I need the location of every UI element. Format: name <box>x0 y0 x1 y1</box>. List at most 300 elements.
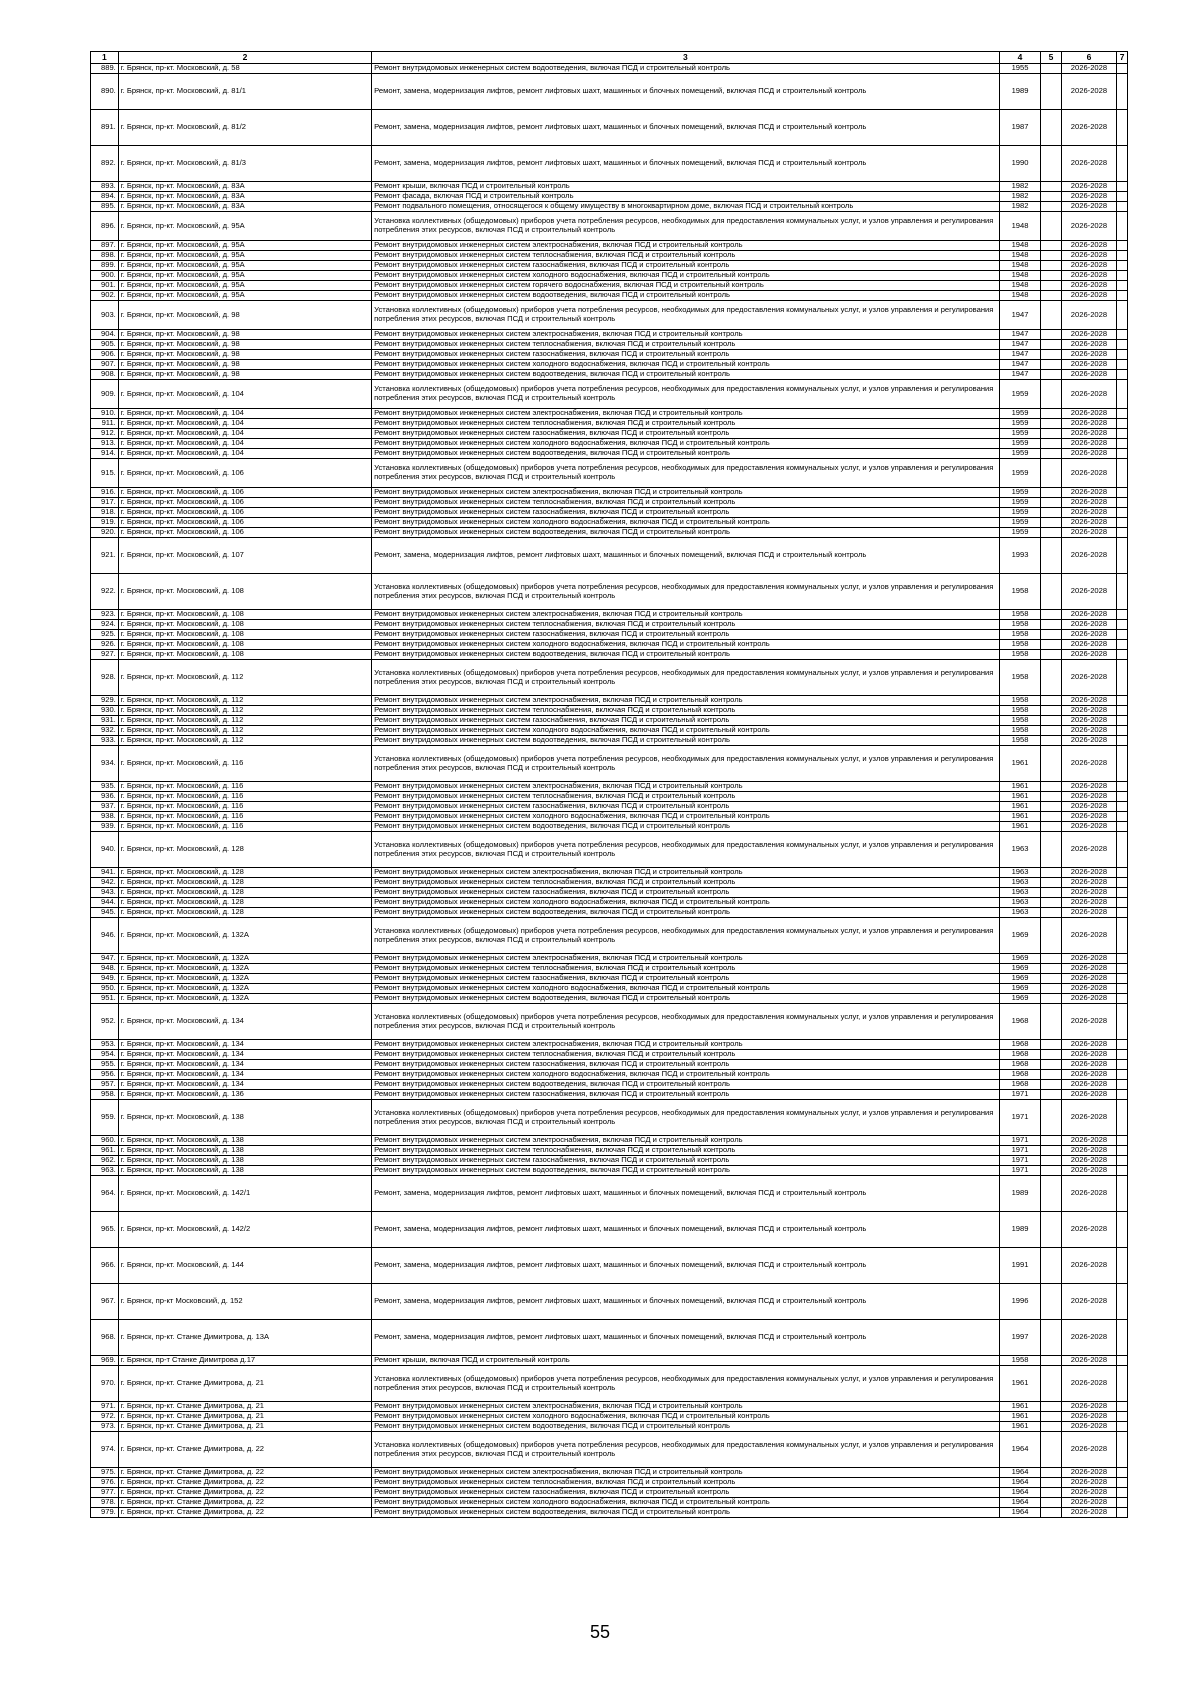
work-type: Ремонт внутридомовых инженерных систем теплоснабжения, включая ПСД и строительный контроль <box>372 706 1000 716</box>
address: г. Брянск, пр-кт. Московский, д. 138 <box>118 1136 371 1146</box>
cell-extra <box>1117 459 1128 488</box>
table-row <box>91 271 1128 281</box>
address: г. Брянск, пр-кт. Московский, д. 95А <box>118 261 371 271</box>
cell-empty <box>1041 271 1061 281</box>
row-number: 940. <box>91 832 119 868</box>
commissioning-year: 1969 <box>999 994 1041 1004</box>
cell-empty <box>1041 1100 1061 1136</box>
table-row <box>91 832 1128 868</box>
work-type: Ремонт внутридомовых инженерных систем газоснабжения, включая ПСД и строительный контроль <box>372 350 1000 360</box>
commissioning-year: 1958 <box>999 716 1041 726</box>
row-number: 908. <box>91 370 119 380</box>
planned-period: 2026-2028 <box>1061 1422 1117 1432</box>
table-row <box>91 716 1128 726</box>
cell-empty <box>1041 459 1061 488</box>
cell-extra <box>1117 1366 1128 1402</box>
work-type: Ремонт внутридомовых инженерных систем горячего водоснабжения, включая ПСД и строительный контроль <box>372 281 1000 291</box>
commissioning-year: 1996 <box>999 1284 1041 1320</box>
cell-empty <box>1041 696 1061 706</box>
planned-period: 2026-2028 <box>1061 1080 1117 1090</box>
cell-extra <box>1117 1166 1128 1176</box>
planned-period: 2026-2028 <box>1061 74 1117 110</box>
planned-period: 2026-2028 <box>1061 974 1117 984</box>
header-col-4: 4 <box>999 52 1041 64</box>
row-number: 974. <box>91 1432 119 1468</box>
commissioning-year: 1958 <box>999 726 1041 736</box>
work-type: Ремонт внутридомовых инженерных систем газоснабжения, включая ПСД и строительный контроль <box>372 630 1000 640</box>
cell-empty <box>1041 360 1061 370</box>
address: г. Брянск, пр-кт. Московский, д. 81/3 <box>118 146 371 182</box>
row-number: 961. <box>91 1146 119 1156</box>
row-number: 945. <box>91 908 119 918</box>
work-type: Ремонт внутридомовых инженерных систем водоотведения, включая ПСД и строительный контроль <box>372 994 1000 1004</box>
cell-empty <box>1041 409 1061 419</box>
row-number: 929. <box>91 696 119 706</box>
cell-extra <box>1117 508 1128 518</box>
table-row <box>91 954 1128 964</box>
cell-empty <box>1041 1468 1061 1478</box>
commissioning-year: 1959 <box>999 439 1041 449</box>
work-type: Ремонт внутридомовых инженерных систем электроснабжения, включая ПСД и строительный контроль <box>372 610 1000 620</box>
commissioning-year: 1989 <box>999 1212 1041 1248</box>
planned-period: 2026-2028 <box>1061 538 1117 574</box>
table-row <box>91 330 1128 340</box>
row-number: 956. <box>91 1070 119 1080</box>
work-type: Установка коллективных (общедомовых) приборов учета потребления ресурсов, необходимых для предоставления коммунальных услуг, и узлов управления и регулирования потребления этих ресурсов, включая ПСД и строительный контроль <box>372 1366 1000 1402</box>
planned-period: 2026-2028 <box>1061 192 1117 202</box>
table-row <box>91 251 1128 261</box>
commissioning-year: 1982 <box>999 182 1041 192</box>
work-type: Ремонт внутридомовых инженерных систем газоснабжения, включая ПСД и строительный контроль <box>372 888 1000 898</box>
row-number: 900. <box>91 271 119 281</box>
address: г. Брянск, пр-кт. Московский, д. 106 <box>118 459 371 488</box>
table-row <box>91 908 1128 918</box>
address: г. Брянск, пр-кт. Московский, д. 81/2 <box>118 110 371 146</box>
address: г. Брянск, пр-кт. Московский, д. 104 <box>118 419 371 429</box>
cell-extra <box>1117 1040 1128 1050</box>
work-type: Ремонт внутридомовых инженерных систем водоотведения, включая ПСД и строительный контроль <box>372 449 1000 459</box>
cell-empty <box>1041 212 1061 241</box>
planned-period: 2026-2028 <box>1061 1488 1117 1498</box>
commissioning-year: 1959 <box>999 419 1041 429</box>
table-row <box>91 439 1128 449</box>
cell-extra <box>1117 528 1128 538</box>
address: г. Брянск, пр-кт. Московский, д. 98 <box>118 301 371 330</box>
table-row <box>91 868 1128 878</box>
address: г. Брянск, пр-кт. Московский, д. 132А <box>118 974 371 984</box>
planned-period: 2026-2028 <box>1061 1468 1117 1478</box>
address: г. Брянск, пр-кт. Московский, д. 104 <box>118 380 371 409</box>
cell-empty <box>1041 736 1061 746</box>
planned-period: 2026-2028 <box>1061 746 1117 782</box>
cell-empty <box>1041 251 1061 261</box>
address: г. Брянск, пр-кт. Московский, д. 138 <box>118 1156 371 1166</box>
cell-extra <box>1117 146 1128 182</box>
planned-period: 2026-2028 <box>1061 360 1117 370</box>
row-number: 913. <box>91 439 119 449</box>
table-row <box>91 994 1128 1004</box>
cell-empty <box>1041 370 1061 380</box>
address: г. Брянск, пр-кт. Московский, д. 108 <box>118 574 371 610</box>
planned-period: 2026-2028 <box>1061 488 1117 498</box>
table-row <box>91 301 1128 330</box>
planned-period: 2026-2028 <box>1061 1156 1117 1166</box>
cell-extra <box>1117 182 1128 192</box>
planned-period: 2026-2028 <box>1061 449 1117 459</box>
commissioning-year: 1971 <box>999 1090 1041 1100</box>
address: г. Брянск, пр-кт. Московский, д. 98 <box>118 350 371 360</box>
row-number: 936. <box>91 792 119 802</box>
cell-extra <box>1117 1004 1128 1040</box>
planned-period: 2026-2028 <box>1061 620 1117 630</box>
work-type: Установка коллективных (общедомовых) приборов учета потребления ресурсов, необходимых для предоставления коммунальных услуг, и узлов управления и регулирования потребления этих ресурсов, включая ПСД и строительный контроль <box>372 1004 1000 1040</box>
cell-extra <box>1117 706 1128 716</box>
table-row <box>91 261 1128 271</box>
planned-period: 2026-2028 <box>1061 574 1117 610</box>
row-number: 926. <box>91 640 119 650</box>
cell-empty <box>1041 640 1061 650</box>
planned-period: 2026-2028 <box>1061 459 1117 488</box>
commissioning-year: 1969 <box>999 964 1041 974</box>
table-row <box>91 1284 1128 1320</box>
planned-period: 2026-2028 <box>1061 110 1117 146</box>
address: г. Брянск, пр-кт. Московский, д. 134 <box>118 1050 371 1060</box>
address: г. Брянск, пр-кт. Московский, д. 108 <box>118 620 371 630</box>
work-type: Установка коллективных (общедомовых) приборов учета потребления ресурсов, необходимых для предоставления коммунальных услуг, и узлов управления и регулирования потребления этих ресурсов, включая ПСД и строительный контроль <box>372 301 1000 330</box>
table-row <box>91 1146 1128 1156</box>
row-number: 963. <box>91 1166 119 1176</box>
row-number: 892. <box>91 146 119 182</box>
table-row <box>91 1498 1128 1508</box>
commissioning-year: 1971 <box>999 1100 1041 1136</box>
commissioning-year: 1964 <box>999 1488 1041 1498</box>
planned-period: 2026-2028 <box>1061 888 1117 898</box>
commissioning-year: 1959 <box>999 498 1041 508</box>
work-type: Ремонт внутридомовых инженерных систем водоотведения, включая ПСД и строительный контроль <box>372 650 1000 660</box>
cell-empty <box>1041 1146 1061 1156</box>
planned-period: 2026-2028 <box>1061 370 1117 380</box>
row-number: 969. <box>91 1356 119 1366</box>
cell-extra <box>1117 832 1128 868</box>
commissioning-year: 1987 <box>999 110 1041 146</box>
cell-empty <box>1041 1166 1061 1176</box>
table-row <box>91 241 1128 251</box>
work-type: Установка коллективных (общедомовых) приборов учета потребления ресурсов, необходимых для предоставления коммунальных услуг, и узлов управления и регулирования потребления этих ресурсов, включая ПСД и строительный контроль <box>372 832 1000 868</box>
work-type: Ремонт внутридомовых инженерных систем водоотведения, включая ПСД и строительный контроль <box>372 1422 1000 1432</box>
address: г. Брянск, пр-кт. Московский, д. 116 <box>118 792 371 802</box>
address: г. Брянск, пр-кт. Станке Димитрова, д. 13А <box>118 1320 371 1356</box>
table-row <box>91 1166 1128 1176</box>
commissioning-year: 1958 <box>999 640 1041 650</box>
planned-period: 2026-2028 <box>1061 868 1117 878</box>
cell-empty <box>1041 350 1061 360</box>
planned-period: 2026-2028 <box>1061 1402 1117 1412</box>
cell-empty <box>1041 1090 1061 1100</box>
cell-extra <box>1117 251 1128 261</box>
cell-extra <box>1117 610 1128 620</box>
cell-extra <box>1117 538 1128 574</box>
table-row <box>91 212 1128 241</box>
planned-period: 2026-2028 <box>1061 716 1117 726</box>
planned-period: 2026-2028 <box>1061 1136 1117 1146</box>
row-number: 955. <box>91 1060 119 1070</box>
work-type: Ремонт внутридомовых инженерных систем теплоснабжения, включая ПСД и строительный контроль <box>372 1050 1000 1060</box>
planned-period: 2026-2028 <box>1061 1412 1117 1422</box>
planned-period: 2026-2028 <box>1061 802 1117 812</box>
address: г. Брянск, пр-кт. Московский, д. 83А <box>118 192 371 202</box>
row-number: 934. <box>91 746 119 782</box>
table-row <box>91 281 1128 291</box>
planned-period: 2026-2028 <box>1061 1040 1117 1050</box>
cell-extra <box>1117 792 1128 802</box>
planned-period: 2026-2028 <box>1061 1320 1117 1356</box>
planned-period: 2026-2028 <box>1061 696 1117 706</box>
cell-extra <box>1117 1212 1128 1248</box>
planned-period: 2026-2028 <box>1061 281 1117 291</box>
commissioning-year: 1963 <box>999 898 1041 908</box>
table-row <box>91 1136 1128 1146</box>
cell-empty <box>1041 1478 1061 1488</box>
cell-empty <box>1041 1060 1061 1070</box>
header-col-1: 1 <box>91 52 119 64</box>
row-number: 920. <box>91 528 119 538</box>
work-type: Ремонт, замена, модернизация лифтов, ремонт лифтовых шахт, машинных и блочных помещений, включая ПСД и строительный контроль <box>372 146 1000 182</box>
planned-period: 2026-2028 <box>1061 409 1117 419</box>
table-row <box>91 640 1128 650</box>
row-number: 924. <box>91 620 119 630</box>
row-number: 902. <box>91 291 119 301</box>
cell-empty <box>1041 110 1061 146</box>
cell-extra <box>1117 868 1128 878</box>
cell-empty <box>1041 954 1061 964</box>
cell-extra <box>1117 429 1128 439</box>
row-number: 921. <box>91 538 119 574</box>
cell-extra <box>1117 1176 1128 1212</box>
work-type: Ремонт внутридомовых инженерных систем газоснабжения, включая ПСД и строительный контроль <box>372 1090 1000 1100</box>
planned-period: 2026-2028 <box>1061 954 1117 964</box>
table-row <box>91 518 1128 528</box>
cell-extra <box>1117 449 1128 459</box>
row-number: 949. <box>91 974 119 984</box>
cell-empty <box>1041 1432 1061 1468</box>
address: г. Брянск, пр-кт. Московский, д. 95А <box>118 271 371 281</box>
address: г. Брянск, пр-кт. Московский, д. 106 <box>118 518 371 528</box>
commissioning-year: 1971 <box>999 1166 1041 1176</box>
commissioning-year: 1948 <box>999 261 1041 271</box>
row-number: 933. <box>91 736 119 746</box>
row-number: 959. <box>91 1100 119 1136</box>
cell-empty <box>1041 620 1061 630</box>
work-type: Ремонт, замена, модернизация лифтов, ремонт лифтовых шахт, машинных и блочных помещений, включая ПСД и строительный контроль <box>372 1320 1000 1356</box>
row-number: 948. <box>91 964 119 974</box>
cell-empty <box>1041 64 1061 74</box>
planned-period: 2026-2028 <box>1061 439 1117 449</box>
commissioning-year: 1989 <box>999 1176 1041 1212</box>
cell-extra <box>1117 64 1128 74</box>
address: г. Брянск, пр-кт. Московский, д. 128 <box>118 868 371 878</box>
cell-empty <box>1041 538 1061 574</box>
cell-empty <box>1041 1080 1061 1090</box>
planned-period: 2026-2028 <box>1061 782 1117 792</box>
work-type: Ремонт внутридомовых инженерных систем электроснабжения, включая ПСД и строительный контроль <box>372 868 1000 878</box>
commissioning-year: 1990 <box>999 146 1041 182</box>
commissioning-year: 1963 <box>999 878 1041 888</box>
cell-extra <box>1117 370 1128 380</box>
cell-empty <box>1041 1248 1061 1284</box>
work-type: Ремонт внутридомовых инженерных систем теплоснабжения, включая ПСД и строительный контроль <box>372 251 1000 261</box>
cell-extra <box>1117 620 1128 630</box>
work-type: Ремонт внутридомовых инженерных систем холодного водоснабжения, включая ПСД и строительный контроль <box>372 518 1000 528</box>
planned-period: 2026-2028 <box>1061 640 1117 650</box>
work-type: Ремонт внутридомовых инженерных систем теплоснабжения, включая ПСД и строительный контроль <box>372 964 1000 974</box>
commissioning-year: 1959 <box>999 380 1041 409</box>
planned-period: 2026-2028 <box>1061 1248 1117 1284</box>
row-number: 907. <box>91 360 119 370</box>
planned-period: 2026-2028 <box>1061 508 1117 518</box>
row-number: 894. <box>91 192 119 202</box>
commissioning-year: 1968 <box>999 1004 1041 1040</box>
work-type: Ремонт подвального помещения, относящегося к общему имуществу в многоквартирном доме, включая ПСД и строительный контроль <box>372 202 1000 212</box>
address: г. Брянск, пр-кт. Московский, д. 142/1 <box>118 1176 371 1212</box>
cell-empty <box>1041 340 1061 350</box>
row-number: 893. <box>91 182 119 192</box>
table-row <box>91 360 1128 370</box>
cell-empty <box>1041 439 1061 449</box>
cell-empty <box>1041 508 1061 518</box>
address: г. Брянск, пр-кт. Московский, д. 98 <box>118 330 371 340</box>
address: г. Брянск, пр-кт. Московский, д. 104 <box>118 429 371 439</box>
cell-empty <box>1041 1136 1061 1146</box>
commissioning-year: 1959 <box>999 508 1041 518</box>
planned-period: 2026-2028 <box>1061 726 1117 736</box>
commissioning-year: 1959 <box>999 488 1041 498</box>
table-row <box>91 1176 1128 1212</box>
work-type: Ремонт внутридомовых инженерных систем холодного водоснабжения, включая ПСД и строительный контроль <box>372 439 1000 449</box>
work-type: Ремонт внутридомовых инженерных систем холодного водоснабжения, включая ПСД и строительный контроль <box>372 271 1000 281</box>
cell-extra <box>1117 419 1128 429</box>
cell-empty <box>1041 984 1061 994</box>
table-row <box>91 110 1128 146</box>
row-number: 919. <box>91 518 119 528</box>
work-type: Установка коллективных (общедомовых) приборов учета потребления ресурсов, необходимых для предоставления коммунальных услуг, и узлов управления и регулирования потребления этих ресурсов, включая ПСД и строительный контроль <box>372 1432 1000 1468</box>
cell-extra <box>1117 1050 1128 1060</box>
table-row <box>91 538 1128 574</box>
cell-extra <box>1117 650 1128 660</box>
address: г. Брянск, пр-кт. Московский, д. 116 <box>118 782 371 792</box>
row-number: 950. <box>91 984 119 994</box>
work-type: Ремонт внутридомовых инженерных систем электроснабжения, включая ПСД и строительный контроль <box>372 241 1000 251</box>
cell-extra <box>1117 1070 1128 1080</box>
commissioning-year: 1948 <box>999 212 1041 241</box>
cell-extra <box>1117 340 1128 350</box>
cell-extra <box>1117 878 1128 888</box>
table-row <box>91 1070 1128 1080</box>
row-number: 943. <box>91 888 119 898</box>
planned-period: 2026-2028 <box>1061 301 1117 330</box>
planned-period: 2026-2028 <box>1061 202 1117 212</box>
address: г. Брянск, пр-кт. Московский, д. 107 <box>118 538 371 574</box>
address: г. Брянск, пр-кт. Московский, д. 134 <box>118 1070 371 1080</box>
address: г. Брянск, пр-кт. Московский, д. 134 <box>118 1004 371 1040</box>
address: г. Брянск, пр-кт. Московский, д. 132А <box>118 994 371 1004</box>
address: г. Брянск, пр-кт. Станке Димитрова, д. 22 <box>118 1508 371 1518</box>
work-type: Ремонт внутридомовых инженерных систем водоотведения, включая ПСД и строительный контроль <box>372 291 1000 301</box>
address: г. Брянск, пр-кт. Московский, д. 98 <box>118 340 371 350</box>
cell-extra <box>1117 908 1128 918</box>
cell-extra <box>1117 212 1128 241</box>
work-type: Ремонт, замена, модернизация лифтов, ремонт лифтовых шахт, машинных и блочных помещений, включая ПСД и строительный контроль <box>372 1248 1000 1284</box>
cell-empty <box>1041 726 1061 736</box>
cell-empty <box>1041 994 1061 1004</box>
cell-empty <box>1041 182 1061 192</box>
work-type: Ремонт, замена, модернизация лифтов, ремонт лифтовых шахт, машинных и блочных помещений, включая ПСД и строительный контроль <box>372 110 1000 146</box>
commissioning-year: 1991 <box>999 1248 1041 1284</box>
table-row <box>91 1040 1128 1050</box>
planned-period: 2026-2028 <box>1061 1366 1117 1402</box>
address: г. Брянск, пр-кт. Московский, д. 134 <box>118 1040 371 1050</box>
planned-period: 2026-2028 <box>1061 610 1117 620</box>
row-number: 962. <box>91 1156 119 1166</box>
row-number: 915. <box>91 459 119 488</box>
cell-empty <box>1041 706 1061 716</box>
commissioning-year: 1971 <box>999 1146 1041 1156</box>
address: г. Брянск, пр-кт. Московский, д. 95А <box>118 241 371 251</box>
cell-empty <box>1041 974 1061 984</box>
cell-empty <box>1041 650 1061 660</box>
works-table <box>90 51 1128 1518</box>
cell-empty <box>1041 898 1061 908</box>
table-row <box>91 822 1128 832</box>
cell-extra <box>1117 574 1128 610</box>
row-number: 916. <box>91 488 119 498</box>
cell-empty <box>1041 488 1061 498</box>
row-number: 976. <box>91 1478 119 1488</box>
work-type: Ремонт внутридомовых инженерных систем теплоснабжения, включая ПСД и строительный контроль <box>372 1146 1000 1156</box>
planned-period: 2026-2028 <box>1061 1284 1117 1320</box>
work-type: Ремонт фасада, включая ПСД и строительный контроль <box>372 192 1000 202</box>
row-number: 973. <box>91 1422 119 1432</box>
cell-extra <box>1117 1402 1128 1412</box>
address: г. Брянск, пр-кт. Московский, д. 106 <box>118 488 371 498</box>
address: г. Брянск, пр-кт. Московский, д. 112 <box>118 696 371 706</box>
commissioning-year: 1947 <box>999 340 1041 350</box>
commissioning-year: 1958 <box>999 610 1041 620</box>
cell-empty <box>1041 1070 1061 1080</box>
cell-extra <box>1117 660 1128 696</box>
cell-empty <box>1041 1498 1061 1508</box>
table-row <box>91 64 1128 74</box>
work-type: Ремонт внутридомовых инженерных систем холодного водоснабжения, включая ПСД и строительный контроль <box>372 984 1000 994</box>
cell-extra <box>1117 918 1128 954</box>
commissioning-year: 1947 <box>999 370 1041 380</box>
work-type: Ремонт внутридомовых инженерных систем водоотведения, включая ПСД и строительный контроль <box>372 1080 1000 1090</box>
work-type: Ремонт внутридомовых инженерных систем водоотведения, включая ПСД и строительный контроль <box>372 1508 1000 1518</box>
planned-period: 2026-2028 <box>1061 1050 1117 1060</box>
row-number: 965. <box>91 1212 119 1248</box>
address: г. Брянск, пр-кт. Московский, д. 104 <box>118 449 371 459</box>
works-table-container <box>90 51 1128 1518</box>
row-number: 972. <box>91 1412 119 1422</box>
table-row <box>91 1366 1128 1402</box>
table-row <box>91 1432 1128 1468</box>
address: г. Брянск, пр-кт. Московский, д. 108 <box>118 630 371 640</box>
commissioning-year: 1959 <box>999 409 1041 419</box>
planned-period: 2026-2028 <box>1061 706 1117 716</box>
cell-extra <box>1117 984 1128 994</box>
row-number: 890. <box>91 74 119 110</box>
cell-empty <box>1041 1050 1061 1060</box>
cell-extra <box>1117 1498 1128 1508</box>
